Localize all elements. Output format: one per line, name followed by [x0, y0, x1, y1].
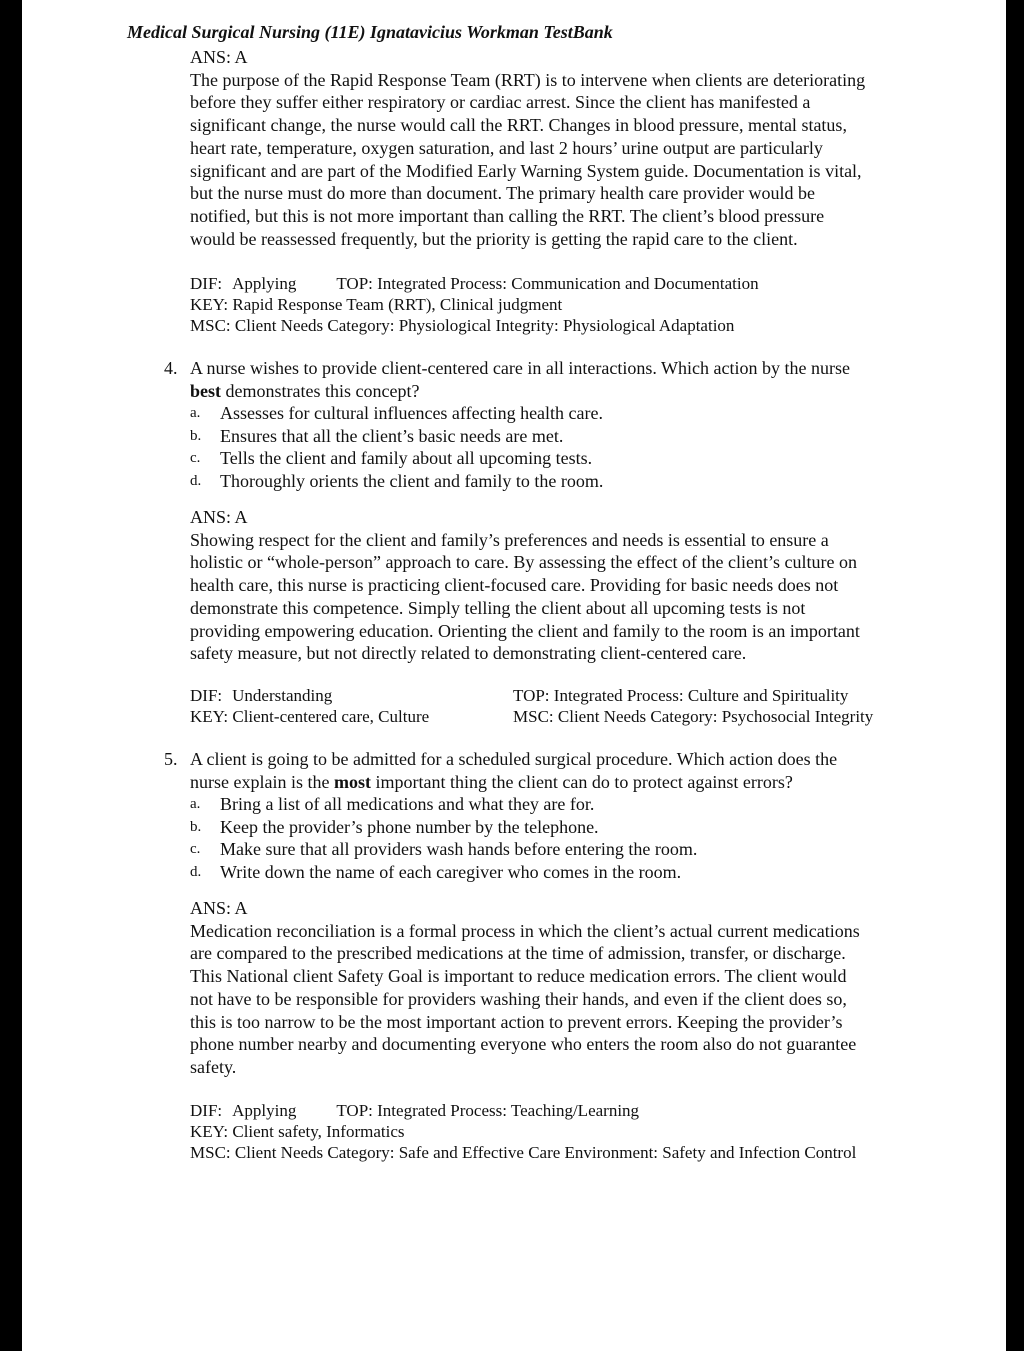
rationale-line: providing empowering education. Orienting the client and family to the room is an important [190, 620, 860, 641]
rationale-line: significant change, the nurse would call the RRT. Changes in blood pressure, mental status, [190, 115, 847, 136]
question-number: 5. [164, 749, 178, 769]
rationale-line: would be reassessed frequently, but the priority is getting the rapid care to the client. [190, 228, 798, 249]
key-value: KEY: Client-centered care, Culture [190, 707, 430, 726]
rationale-line: Showing respect for the client and family’s preferences and needs is essential to ensure a [190, 529, 829, 550]
dif-label: DIF: [190, 686, 223, 705]
q5-msc: MSC: Client Needs Category: Safe and Effective Care Environment: Safety and Infection Control [190, 1143, 857, 1162]
question-stem: A client is going to be admitted for a scheduled surgical procedure. Which action does the nurse explain is the most important thing the client can do to protect against errors? [190, 749, 838, 792]
q4-rationale [190, 529, 940, 665]
rationale-line: This National client Safety Goal is important to reduce medication errors. The client would [190, 966, 847, 987]
q4-metadata [190, 685, 940, 727]
rationale-line: significant and are part of the Modified Early Warning System guide. Documentation is vital, [190, 160, 862, 181]
question-stem: A nurse wishes to provide client-centered care in all interactions. Which action by the nurse best demonstrates this concept? [190, 358, 850, 401]
rationale-line: safety measure, but not directly related to demonstrating client-centered care. [190, 643, 747, 664]
option-c: c. Tells the client and family about all upcoming tests. [190, 448, 593, 469]
top-value: TOP: Integrated Process: Culture and Spirituality [513, 686, 849, 705]
question-5 [164, 748, 944, 888]
q3-rationale [190, 69, 940, 251]
q3-key: KEY: Rapid Response Team (RRT), Clinical judgment [190, 295, 563, 314]
top-value: TOP: Integrated Process: Teaching/Learning [336, 1101, 640, 1120]
question-4 [164, 357, 944, 497]
option-c: c. Make sure that all providers wash hands before entering the room. [190, 839, 698, 860]
option-d: d. Thoroughly orients the client and family to the room. [190, 471, 604, 492]
rationale-line: before they suffer either respiratory or cardiac arrest. Since the client has manifested a [190, 92, 811, 113]
dif-value: Applying [232, 1101, 297, 1120]
question-number: 4. [164, 358, 178, 378]
dif-value: Understanding [232, 686, 333, 705]
option-a: a. Bring a list of all medications and what they are for. [190, 794, 595, 814]
rationale-line: safety. [190, 1056, 237, 1077]
q3-msc: MSC: Client Needs Category: Physiological Integrity: Physiological Adaptation [190, 316, 735, 335]
rationale-line: this is too narrow to be the most important action to prevent errors. Keeping the provider’s [190, 1011, 843, 1032]
q5-answer-block [190, 897, 940, 1079]
msc-value: MSC: Client Needs Category: Psychosocial Integrity [513, 707, 874, 726]
emphasis: most [333, 771, 371, 792]
rationale-line: notified, but this is not more important than calling the RRT. The client’s blood pressure [190, 205, 825, 226]
q5-answer: ANS: A [190, 898, 248, 918]
q3-metadata [190, 273, 940, 336]
q3-answer-block [190, 46, 940, 250]
page-header: Medical Surgical Nursing (11E) Ignatavicius Workman TestBank [127, 22, 613, 42]
rationale-line: The purpose of the Rapid Response Team (RRT) is to intervene when clients are deteriorating [190, 69, 866, 90]
option-list [164, 402, 944, 493]
q5-key: KEY: Client safety, Informatics [190, 1122, 405, 1141]
q4-key-msc-row [190, 706, 940, 727]
q3-answer: ANS: A [190, 47, 248, 67]
option-b: b. Ensures that all the client’s basic needs are met. [190, 425, 564, 446]
option-list [164, 793, 944, 884]
dif-value: Applying [232, 274, 297, 293]
q5-metadata [190, 1100, 940, 1163]
rationale-line: holistic or “whole-person” approach to care. By assessing the effect of the client’s culture on [190, 552, 857, 573]
rationale-line: not have to be responsible for providers washing their hands, and even if the client does so, [190, 988, 847, 1009]
rationale-line: phone number nearby and documenting everyone who enters the room also do not guarantee [190, 1034, 857, 1055]
q4-answer-block [190, 506, 940, 665]
q4-dif-top-row [190, 685, 940, 706]
q4-answer: ANS: A [190, 507, 248, 527]
option-b: b. Keep the provider’s phone number by the telephone. [190, 816, 599, 837]
q3-dif-top-row [190, 273, 940, 294]
dif-label: DIF: [190, 274, 223, 293]
option-a: a. Assesses for cultural influences affecting health care. [190, 403, 604, 423]
rationale-line: demonstrate this competence. Simply telling the client about all upcoming tests is not [190, 597, 806, 618]
dif-label: DIF: [190, 1101, 223, 1120]
document-page [22, 0, 1006, 1351]
q5-dif-top-row [190, 1100, 940, 1121]
option-d: d. Write down the name of each caregiver who comes in the room. [190, 862, 682, 883]
rationale-line: but the nurse must do more than document. The primary health care provider would be [190, 183, 815, 204]
emphasis: best [190, 380, 221, 401]
rationale-line: Medication reconciliation is a formal process in which the client’s actual current medications [190, 920, 860, 941]
rationale-line: health care, this nurse is practicing client-focused care. Providing for basic needs does not [190, 575, 839, 596]
top-value: TOP: Integrated Process: Communication and Documentation [336, 274, 759, 293]
q5-rationale [190, 920, 940, 1079]
rationale-line: are compared to the prescribed medications at the time of admission, transfer, or discharge. [190, 943, 846, 964]
rationale-line: heart rate, temperature, oxygen saturation, and last 2 hours’ urine output are particularly [190, 137, 823, 158]
